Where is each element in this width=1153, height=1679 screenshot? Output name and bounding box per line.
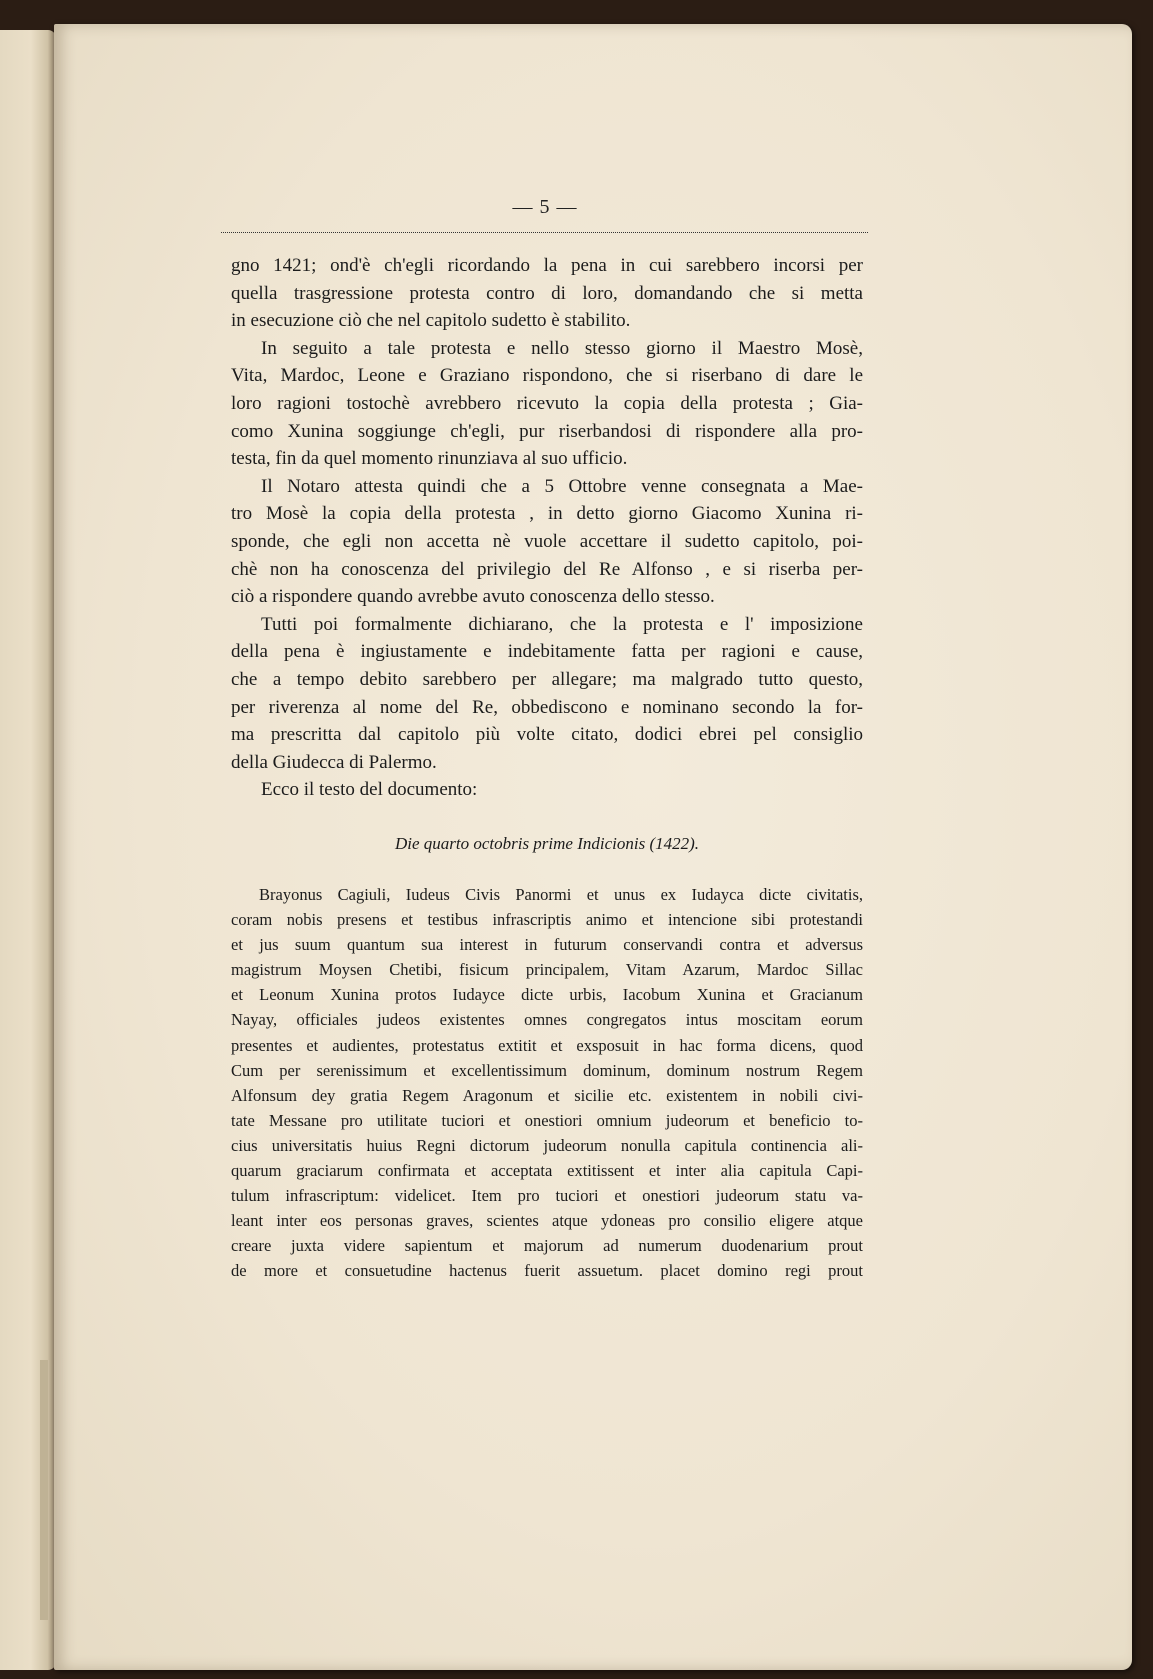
- page-number: — 5 —: [512, 196, 578, 218]
- text-line: della Giudecca di Palermo.: [231, 751, 437, 773]
- text-line: Tutti poi formalmente dichiarano, che la protesta e l' imposizione: [261, 613, 863, 635]
- text-line: presentes et audientes, protestatus extitit et exsposuit in hac forma dicens, quod: [231, 1035, 863, 1055]
- text-line: In seguito a tale protesta e nello stesso giorno il Maestro Mosè,: [261, 337, 863, 359]
- text-line: ma prescritta dal capitolo più volte citato, dodici ebrei pel consiglio: [231, 724, 863, 746]
- text-line: Brayonus Cagiuli, Iudeus Civis Panormi et unus ex Iudayca dicte civitatis,: [259, 885, 863, 904]
- text-line: per riverenza al nome del Re, obbediscono e nominano secondo la for-: [231, 696, 863, 718]
- text-line: coram nobis presens et testibus infrascriptis animo et intencione sibi protestandi: [231, 910, 863, 930]
- text-line: Nayay, officiales judeos existentes omnes congregatos intus moscitam eorum: [231, 1010, 863, 1030]
- text-line: chè non ha conoscenza del privilegio del Re Alfonso , e si riserba per-: [231, 558, 863, 580]
- text-line: Alfonsum dey gratia Regem Aragonum et sicilie etc. existentem in nobili civi-: [231, 1085, 863, 1105]
- text-line: et Leonum Xunina protos Iudayce dicte urbis, Iacobum Xunina et Gracianum: [231, 985, 863, 1005]
- left-page-strip: [40, 1360, 48, 1620]
- text-line: Ecco il testo del documento:: [261, 779, 478, 801]
- text-line: et jus suum quantum sua interest in futurum conservandi contra et adversus: [231, 935, 863, 955]
- text-line: como Xunina soggiunge ch'egli, pur riserbandosi di rispondere alla pro-: [231, 420, 863, 442]
- text-line: quella trasgressione protesta contro di loro, domandando che si metta: [231, 282, 863, 304]
- text-line: tulum infrascriptum: videlicet. Item pro tuciori et onestiori judeorum statu va-: [231, 1186, 863, 1206]
- text-line: che a tempo debito sarebbero per allegare; ma malgrado tutto questo,: [231, 668, 863, 690]
- text-line: ciò a rispondere quando avrebbe avuto conoscenza dello stesso.: [231, 586, 715, 608]
- text-line: creare juxta videre sapientum et majorum ad numerum duodenarium prout: [231, 1236, 863, 1256]
- text-line: testa, fin da quel momento rinunziava al suo ufficio.: [231, 448, 628, 470]
- text-line: Il Notaro attesta quindi che a 5 Ottobre venne consegnata a Mae-: [261, 475, 863, 497]
- text-line: de more et consuetudine hactenus fuerit assuetum. placet domino regi prout: [231, 1261, 863, 1281]
- text-line: magistrum Moysen Chetibi, fisicum principalem, Vitam Azarum, Mardoc Sillac: [231, 960, 863, 980]
- italian-body: [231, 252, 863, 804]
- document-heading: Die quarto octobris prime Indicionis (1422).: [394, 834, 700, 853]
- text-line: sponde, che egli non accetta nè vuole accettare il sudetto capitolo, poi-: [231, 530, 863, 552]
- text-line: della pena è ingiustamente e indebitamente fatta per ragioni e cause,: [231, 641, 863, 663]
- text-line: tate Messane pro utilitate tuciori et onestiori omnium judeorum et beneficio to-: [231, 1110, 863, 1130]
- text-line: quarum graciarum confirmata et acceptata extitissent et inter alia capitula Capi-: [231, 1161, 863, 1181]
- text-line: Cum per serenissimum et excellentissimum dominum, dominum nostrum Regem: [231, 1060, 863, 1080]
- text-line: in esecuzione ciò che nel capitolo sudetto è stabilito.: [231, 310, 631, 332]
- text-line: leant inter eos personas graves, scientes atque ydoneas pro consilio eligere atque: [231, 1211, 863, 1231]
- latin-body: [231, 882, 863, 1284]
- text-line: gno 1421; ond'è ch'egli ricordando la pena in cui sarebbero incorsi per: [231, 255, 863, 276]
- text-line: Vita, Mardoc, Leone e Graziano rispondono, che si riserbano di dare le: [231, 365, 863, 387]
- header-rule: [221, 232, 868, 233]
- text-line: tro Mosè la copia della protesta , in detto giorno Giacomo Xunina ri-: [231, 503, 863, 525]
- text-line: loro ragioni tostochè avrebbero ricevuto la copia della protesta ; Gia-: [231, 392, 863, 414]
- text-line: cius universitatis huius Regni dictorum judeorum nonulla capitula continencia ali-: [231, 1135, 863, 1155]
